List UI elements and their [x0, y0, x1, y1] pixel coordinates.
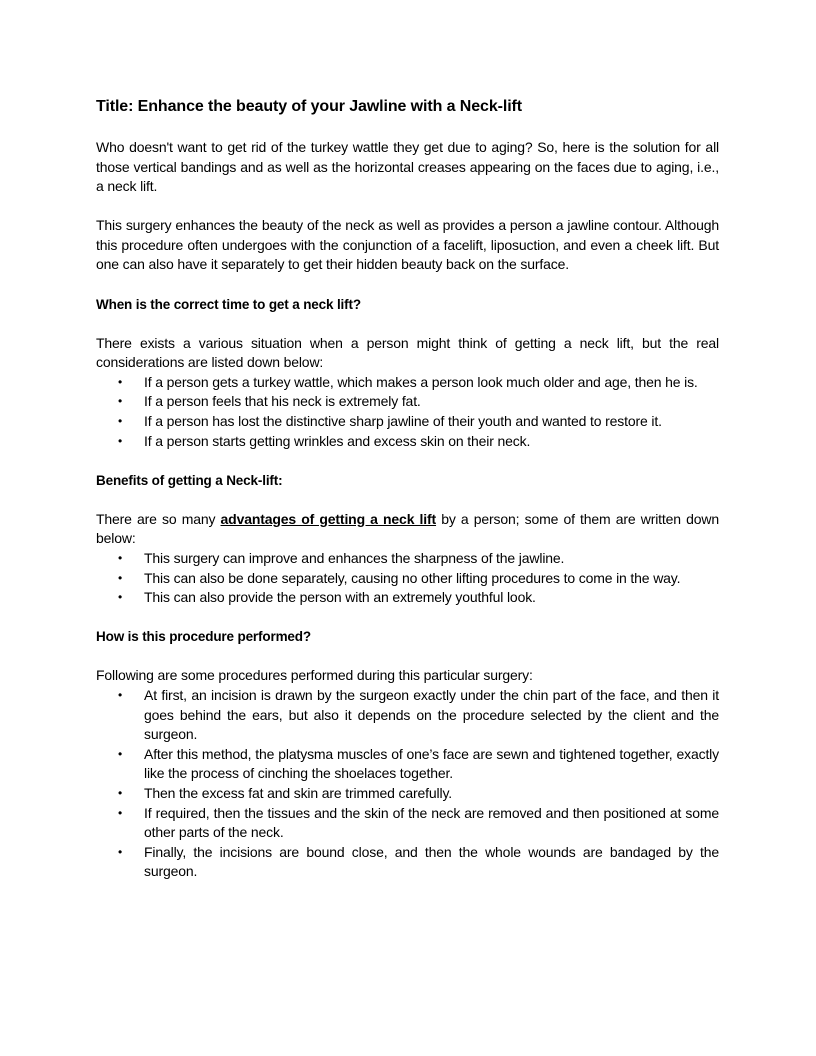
list-item-text: Finally, the incisions are bound close, and then the whole wounds are bandaged by the surgeon. [144, 843, 719, 880]
list-item-text: If required, then the tissues and the skin of the neck are removed and then positioned at some other parts of the neck. [144, 804, 719, 841]
list-item [96, 843, 719, 882]
bullet-icon: • [118, 394, 123, 409]
bullet-icon: • [118, 805, 123, 820]
list-item-text: If a person gets a turkey wattle, which makes a person look much older and age, then he is. [144, 373, 698, 390]
section-heading-benefits: Benefits of getting a Neck-lift: [96, 472, 283, 488]
list-item [96, 412, 719, 432]
bullet-icon: • [118, 844, 123, 859]
bullet-list-benefits [96, 549, 719, 608]
list-item-text: This can also be done separately, causing no other lifting procedures to come in the way. [144, 569, 681, 586]
list-item [96, 392, 719, 412]
list-item [96, 588, 719, 608]
intro-text-after: by a person; some of them are written down below: [96, 510, 719, 547]
section-heading-procedure: How is this procedure performed? [96, 629, 311, 645]
bullet-icon: • [118, 590, 123, 605]
bullet-icon: • [118, 374, 123, 389]
list-item-text: Then the excess fat and skin are trimmed carefully. [144, 784, 453, 801]
list-item [96, 549, 719, 569]
bullet-icon: • [118, 570, 123, 585]
list-item-text: This can also provide the person with an extremely youthful look. [144, 589, 536, 606]
advantages-link[interactable]: advantages of getting a neck lift [220, 510, 437, 527]
list-item-text: If a person feels that his neck is extremely fat. [144, 393, 421, 410]
bullet-icon: • [118, 433, 123, 448]
list-item-text: At first, an incision is drawn by the surgeon exactly under the chin part of the face, and then it goes behind the ears, but also it depends on the procedure selected by the client and the surgeon. [144, 686, 719, 743]
list-item [96, 784, 719, 804]
list-item-text: This surgery can improve and enhances the sharpness of the jawline. [144, 550, 565, 566]
bullet-icon: • [118, 687, 123, 702]
list-item [96, 745, 719, 784]
bullet-icon: • [118, 746, 123, 761]
bullet-icon: • [118, 551, 123, 565]
section-heading-when: When is the correct time to get a neck lift? [96, 296, 361, 312]
section-intro-benefits [96, 510, 719, 549]
intro-paragraph: Who doesn't want to get rid of the turkey wattle they get due to aging? So, here is the solution for all those vertical bandings and as well as the horizontal creases appearing on the faces due to aging, i.e., a neck lift. [96, 139, 719, 195]
list-item [96, 569, 719, 589]
list-item-text: If a person has lost the distinctive sharp jawline of their youth and wanted to restore it. [144, 413, 662, 430]
section-intro-when: There exists a various situation when a person might think of getting a neck lift, but the real considerations are listed down below: [96, 334, 719, 371]
intro-text-before: There are so many [96, 510, 221, 527]
list-item [96, 373, 719, 393]
bullet-list-procedure [96, 686, 719, 882]
list-item [96, 804, 719, 843]
list-item-text: After this method, the platysma muscles of one’s face are sewn and tightened together, exactly like the process of cinching the shoelaces together. [144, 745, 719, 782]
list-item-text: If a person starts getting wrinkles and excess skin on their neck. [144, 432, 531, 449]
bullet-icon: • [118, 785, 123, 800]
bullet-icon: • [118, 414, 123, 429]
second-paragraph: This surgery enhances the beauty of the neck as well as provides a person a jawline contour. Although this procedure often undergoes with the conjunction of a facelift, liposuction, and even a cheek lift. But one can also have it separately to get their hidden beauty back on the surface. [96, 217, 719, 273]
list-item [96, 686, 719, 745]
list-item [96, 432, 719, 452]
bullet-list-when [96, 373, 719, 451]
document-title: Title: Enhance the beauty of your Jawline with a Neck-lift [96, 98, 522, 115]
section-intro-procedure: Following are some procedures performed during this particular surgery: [96, 667, 533, 684]
